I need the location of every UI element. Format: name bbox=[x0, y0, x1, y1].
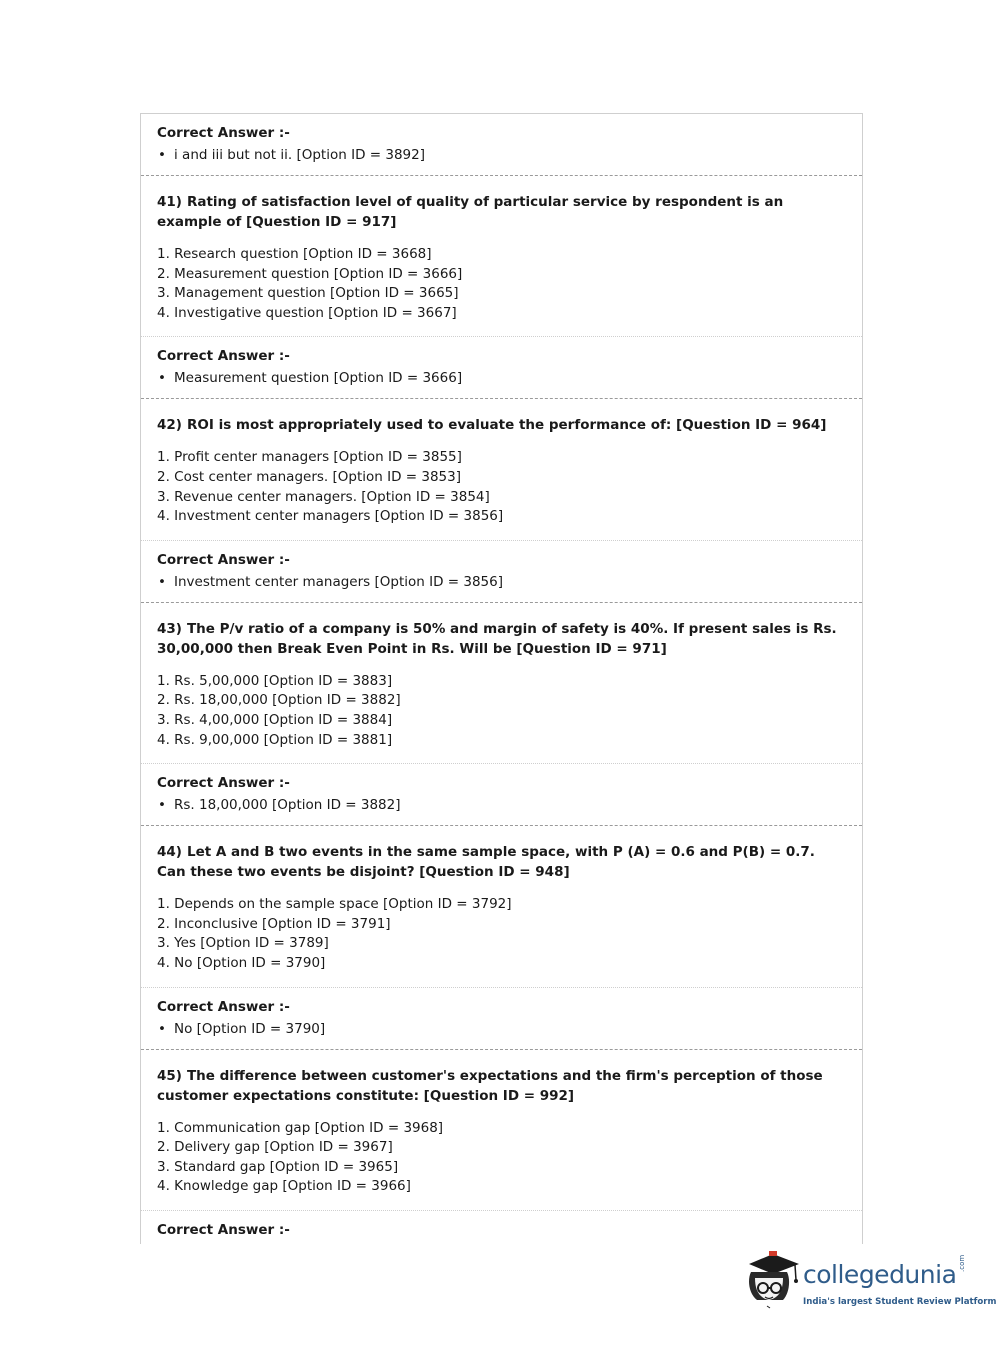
question-text bbox=[157, 619, 846, 659]
question-number: 43) bbox=[157, 620, 182, 637]
question-body: Let A and B two events in the same sample space, with P (A) = 0.6 and P(B) = 0.7. Can these two events be disjoint? [Question ID = 948] bbox=[157, 844, 815, 881]
question-text bbox=[157, 842, 846, 882]
answer-block bbox=[141, 337, 862, 399]
answer-title: Correct Answer :- bbox=[157, 1221, 290, 1238]
question-number: 45) bbox=[157, 1067, 182, 1084]
option-item: 3. Revenue center managers. [Option ID = 3854] bbox=[157, 488, 490, 505]
answer-block bbox=[141, 114, 862, 176]
option-item: 1. Profit center managers [Option ID = 3855] bbox=[157, 449, 462, 466]
question-block bbox=[141, 176, 862, 337]
option-item: 2. Cost center managers. [Option ID = 3853] bbox=[157, 468, 462, 485]
logo-dotcom: .com bbox=[958, 1254, 966, 1272]
option-item: 1. Communication gap [Option ID = 3968] bbox=[157, 1119, 444, 1136]
answer-block bbox=[141, 988, 862, 1050]
question-text bbox=[157, 415, 846, 435]
question-number: 44) bbox=[157, 844, 182, 861]
logo-wordmark: collegedunia bbox=[803, 1260, 957, 1289]
logo-tagline: India's largest Student Review Platform bbox=[803, 1297, 997, 1307]
question-body: The P/v ratio of a company is 50% and margin of safety is 40%. If present sales is Rs. 30,00,000 then Break Even Point in Rs. Will be [Question ID = 971] bbox=[157, 620, 837, 657]
option-item: 2. Inconclusive [Option ID = 3791] bbox=[157, 915, 391, 932]
option-item: 1. Rs. 5,00,000 [Option ID = 3883] bbox=[157, 672, 393, 689]
option-item: 3. Standard gap [Option ID = 3965] bbox=[157, 1158, 399, 1175]
answer-item: • Investment center managers [Option ID = 3856] bbox=[157, 571, 846, 593]
answer-title: Correct Answer :- bbox=[157, 551, 290, 568]
answer-title: Correct Answer :- bbox=[157, 775, 290, 792]
option-item: 4. Knowledge gap [Option ID = 3966] bbox=[157, 1178, 411, 1195]
answer-title: Correct Answer :- bbox=[157, 998, 290, 1015]
question-body: The difference between customer's expectations and the firm's perception of those customer expectations constitute: [Question ID = 992] bbox=[157, 1067, 823, 1104]
question-body: ROI is most appropriately used to evaluate the performance of: [Question ID = 964] bbox=[186, 417, 827, 434]
option-item: 2. Measurement question [Option ID = 3666] bbox=[157, 265, 463, 282]
question-number: 42) bbox=[157, 417, 182, 434]
question-text bbox=[157, 192, 846, 232]
answer-title: Correct Answer :- bbox=[157, 125, 290, 141]
option-item: 4. No [Option ID = 3790] bbox=[157, 954, 326, 971]
option-item: 1. Depends on the sample space [Option ID = 3792] bbox=[157, 896, 512, 913]
option-item: 3. Yes [Option ID = 3789] bbox=[157, 935, 329, 952]
option-item: 3. Management question [Option ID = 3665] bbox=[157, 285, 459, 302]
question-block bbox=[141, 399, 862, 540]
question-block bbox=[141, 603, 862, 764]
answer-item: • Measurement question [Option ID = 3666] bbox=[157, 367, 846, 389]
option-item: 4. Investigative question [Option ID = 3667] bbox=[157, 304, 457, 321]
option-item: 4. Rs. 9,00,000 [Option ID = 3881] bbox=[157, 731, 393, 748]
question-text bbox=[157, 1066, 846, 1106]
answer-block bbox=[141, 1211, 862, 1244]
collegedunia-logo bbox=[743, 1250, 997, 1320]
answer-item: • No [Option ID = 3790] bbox=[157, 1018, 846, 1040]
answer-block bbox=[141, 764, 862, 826]
answer-item: • i and iii but not ii. [Option ID = 3892] bbox=[157, 144, 846, 166]
option-item: 1. Research question [Option ID = 3668] bbox=[157, 246, 432, 262]
option-item: 2. Delivery gap [Option ID = 3967] bbox=[157, 1139, 393, 1156]
question-body: Rating of satisfaction level of quality of particular service by respondent is an example of [Question ID = 917] bbox=[157, 194, 784, 230]
question-block bbox=[141, 826, 862, 987]
question-number: 41) bbox=[157, 194, 182, 210]
option-item: 4. Investment center managers [Option ID = 3856] bbox=[157, 508, 504, 525]
answer-title: Correct Answer :- bbox=[157, 348, 290, 365]
option-item: 3. Rs. 4,00,000 [Option ID = 3884] bbox=[157, 711, 393, 728]
answer-item: • Rs. 18,00,000 [Option ID = 3882] bbox=[157, 794, 846, 816]
document-frame bbox=[140, 113, 863, 1244]
answer-block bbox=[141, 541, 862, 603]
mascot-logo-icon bbox=[743, 1250, 803, 1314]
option-item: 2. Rs. 18,00,000 [Option ID = 3882] bbox=[157, 692, 401, 709]
question-block bbox=[141, 1050, 862, 1211]
